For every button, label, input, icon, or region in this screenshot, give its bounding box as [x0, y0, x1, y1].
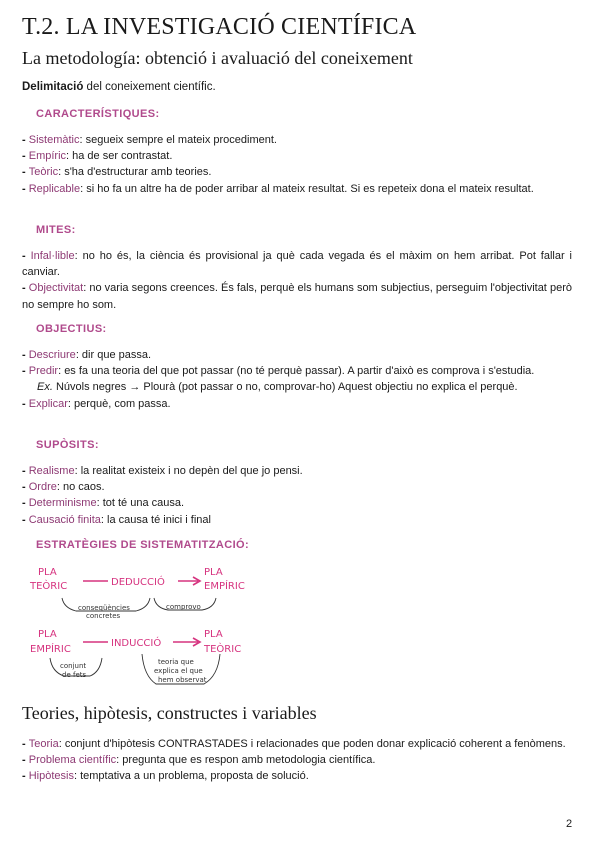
list-caracteristiques — [22, 132, 572, 197]
intro-rest: del coneixement científic. — [83, 81, 216, 93]
r2-note1b: de fets — [62, 671, 87, 679]
list-item: - Teòric: s'ha d'estructurar amb teories. — [22, 166, 212, 179]
section2-title: Teories, hipòtesis, constructes i variables — [22, 703, 317, 723]
r2-note1a: conjunt — [60, 662, 87, 670]
example-line: Ex. Núvols negres → Plourà (pot passar o no, comprovar-ho) Aquest objectiu no explica el perquè. — [37, 381, 518, 394]
heading-caracteristiques: CARACTERÍSTIQUES: — [36, 108, 160, 120]
list-objectius — [22, 347, 572, 412]
r2-right1: PLA — [204, 629, 223, 640]
list-item: - Problema científic: pregunta que es respon amb metodologia científica. — [22, 754, 376, 767]
strategy-diagram — [28, 558, 268, 690]
r2-note2c: hem observat — [158, 676, 207, 684]
r1-note2: comprovo — [166, 603, 201, 611]
list-suposits — [22, 463, 572, 528]
r1-right1: PLA — [204, 567, 223, 578]
list-item: - Explicar: perquè, com passa. — [22, 397, 171, 410]
r1-right2: EMPÍRIC — [204, 581, 245, 592]
list-item: - Realisme: la realitat existeix i no depèn del que jo pensi. — [22, 465, 303, 477]
heading-objectius: OBJECTIUS: — [36, 323, 107, 335]
list-item: - Infal·lible: no ho és, la ciència és provisional ja què cada vegada és el màxim on hem arribat. Pot fallar i canviar. — [22, 250, 572, 279]
r2-note2b: explica el que — [154, 667, 203, 675]
list-item: - Objectivitat: no varia segons creences. És fals, perquè els humans som subjectius, perseguim l'objectivitat però no sempre ho som. — [22, 282, 572, 311]
list-item: - Empíric: ha de ser contrastat. — [22, 150, 173, 163]
list-item: - Determinisme: tot té una causa. — [22, 497, 185, 510]
list-item: - Descriure: dir que passa. — [22, 349, 152, 361]
list-mites — [22, 248, 572, 313]
r2-note2a: teoria que — [158, 658, 194, 666]
list-section2 — [22, 736, 572, 785]
page-subtitle: La metodología: obtenció i avaluació del coneixement — [22, 48, 413, 68]
heading-mites: MITES: — [36, 224, 76, 236]
list-item: - Ordre: no caos. — [22, 481, 105, 494]
r2-left1: PLA — [38, 629, 57, 640]
r1-note1b: concretes — [86, 612, 121, 620]
list-item: - Hipòtesis: temptativa a un problema, proposta de solució. — [22, 770, 309, 783]
r1-middle: DEDUCCIÓ — [111, 577, 165, 588]
list-item: - Predir: es fa una teoria del que pot passar (no té perquè passar). A partir d'això es comprova i s'estudia. — [22, 365, 535, 378]
r2-left2: EMPÍRIC — [30, 644, 71, 655]
heading-suposits: SUPÒSITS: — [36, 439, 99, 451]
r1-left1: PLA — [38, 567, 57, 578]
list-item: - Replicable: si ho fa un altre ha de poder arribar al mateix resultat. Si es repeteix dona el mateix resultat. — [22, 182, 534, 195]
intro-line — [22, 81, 216, 93]
list-item: - Causació finita: la causa té inici i final — [22, 513, 211, 526]
r2-middle: INDUCCIÓ — [111, 638, 162, 649]
list-item: - Sistemàtic: segueix sempre el mateix procediment. — [22, 134, 277, 146]
page-number: 2 — [566, 818, 573, 830]
heading-estrategies: ESTRATÈGIES DE SISTEMATITZACIÓ: — [36, 539, 250, 551]
intro-bold: Delimitació — [22, 81, 84, 93]
r2-right2: TEÒRIC — [204, 644, 242, 655]
list-item: - Teoria: conjunt d'hipòtesis CONTRASTADES i relacionades que poden donar explicació coherent a fenòmens. — [22, 738, 566, 750]
r1-left2: TEÒRIC — [30, 581, 68, 592]
r1-note1a: conseqüències — [78, 604, 130, 612]
page-title: T.2. LA INVESTIGACIÓ CIENTÍFICA — [22, 14, 417, 40]
